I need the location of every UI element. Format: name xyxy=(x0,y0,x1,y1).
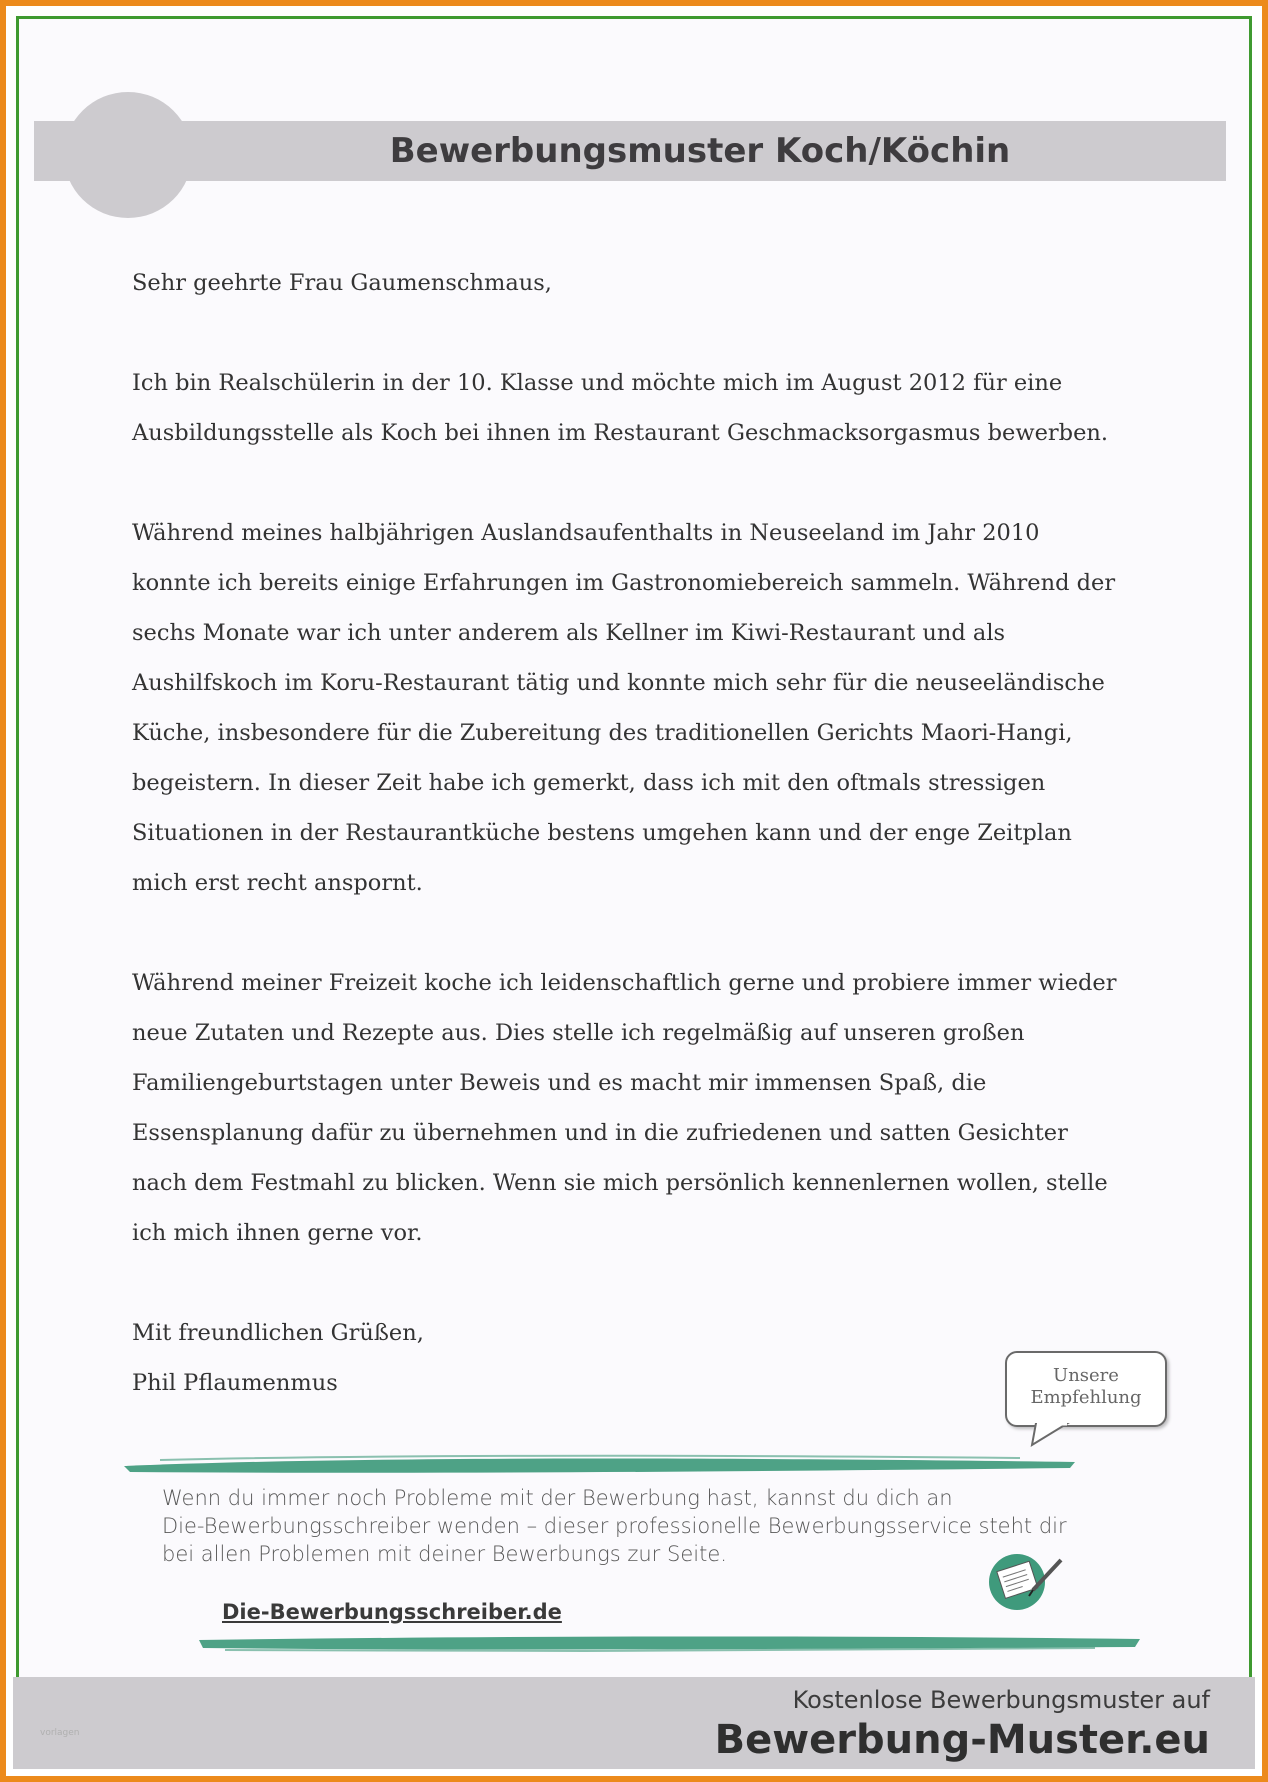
paragraph-intro xyxy=(132,358,1142,458)
letter-body xyxy=(132,258,1142,1408)
letter-line: sechs Monate war ich unter anderem als Kellner im Kiwi-Restaurant und als xyxy=(132,620,1006,646)
letter-line: konnte ich bereits einige Erfahrungen im Gastronomiebereich sammeln. Während der xyxy=(132,570,1116,596)
letter-line: ich mich ihnen gerne vor. xyxy=(132,1220,423,1246)
footer-tagline: Kostenlose Bewerbungsmuster auf xyxy=(792,1686,1210,1714)
brush-stroke-top xyxy=(120,1452,1080,1476)
letter-line: Küche, insbesondere für die Zubereitung des traditionellen Gerichts Maori-Hangi, xyxy=(132,720,1073,746)
salutation: Sehr geehrte Frau Gaumenschmaus, xyxy=(132,270,552,296)
bubble-line: Empfehlung xyxy=(1030,1387,1142,1408)
letter-line: nach dem Festmahl zu blicken. Wenn sie mich persönlich kennenlernen wollen, stelle xyxy=(132,1170,1108,1196)
letter-line: Essensplanung dafür zu übernehmen und in die zufriedenen und satten Gesichter xyxy=(132,1120,1068,1146)
letter-line: Aushilfskoch im Koru-Restaurant tätig und konnte mich sehr für die neuseeländische xyxy=(132,670,1105,696)
letter-line: Ich bin Realschülerin in der 10. Klasse und möchte mich im August 2012 für eine xyxy=(132,370,1063,396)
letter-line: mich erst recht anspornt. xyxy=(132,870,423,896)
title-circle-decoration xyxy=(64,92,192,218)
recommendation-link[interactable]: Die-Bewerbungsschreiber.de xyxy=(222,1600,562,1624)
letter-line: Familiengeburtstagen unter Beweis und es macht mir immensen Spaß, die xyxy=(132,1070,987,1096)
promo-line: bei allen Problemen mit deiner Bewerbungs zur Seite. xyxy=(162,1542,727,1566)
brush-stroke-bottom xyxy=(195,1630,1145,1654)
bubble-tail xyxy=(1028,1423,1078,1449)
letter-line: Während meiner Freizeit koche ich leidenschaftlich gerne und probiere immer wieder xyxy=(132,970,1117,996)
promo-line: Die-Bewerbungsschreiber wenden – dieser professionelle Bewerbungsservice steht dir xyxy=(162,1514,1067,1538)
watermark: vorlagen xyxy=(40,1728,80,1738)
letter-line: begeistern. In dieser Zeit habe ich gemerkt, dass ich mit den oftmals stressigen xyxy=(132,770,1046,796)
paragraph-hobby xyxy=(132,958,1142,1258)
paragraph-experience xyxy=(132,508,1142,908)
bubble-line: Unsere xyxy=(1053,1365,1119,1386)
letter-line: Ausbildungsstelle als Koch bei ihnen im Restaurant Geschmacksorgasmus bewerben. xyxy=(132,420,1109,446)
closing: Mit freundlichen Grüßen, xyxy=(132,1320,424,1346)
recommendation-bubble xyxy=(1005,1351,1167,1427)
letter-line: Während meines halbjährigen Auslandsaufenthalts in Neuseeland im Jahr 2010 xyxy=(132,520,1040,546)
document-pen-icon xyxy=(985,1550,1067,1612)
letter-line: Situationen in der Restaurantküche bestens umgehen kann und der enge Zeitplan xyxy=(132,820,1072,846)
promo-line: Wenn du immer noch Probleme mit der Bewerbung hast, kannst du dich an xyxy=(162,1486,953,1510)
footer-site-name[interactable]: Bewerbung-Muster.eu xyxy=(714,1717,1210,1763)
letter-line: neue Zutaten und Rezepte aus. Dies stelle ich regelmäßig auf unseren großen xyxy=(132,1020,1025,1046)
page-title: Bewerbungsmuster Koch/Köchin xyxy=(389,131,1011,171)
recommendation-text xyxy=(162,1484,1112,1568)
signature: Phil Pflaumenmus xyxy=(132,1370,338,1396)
